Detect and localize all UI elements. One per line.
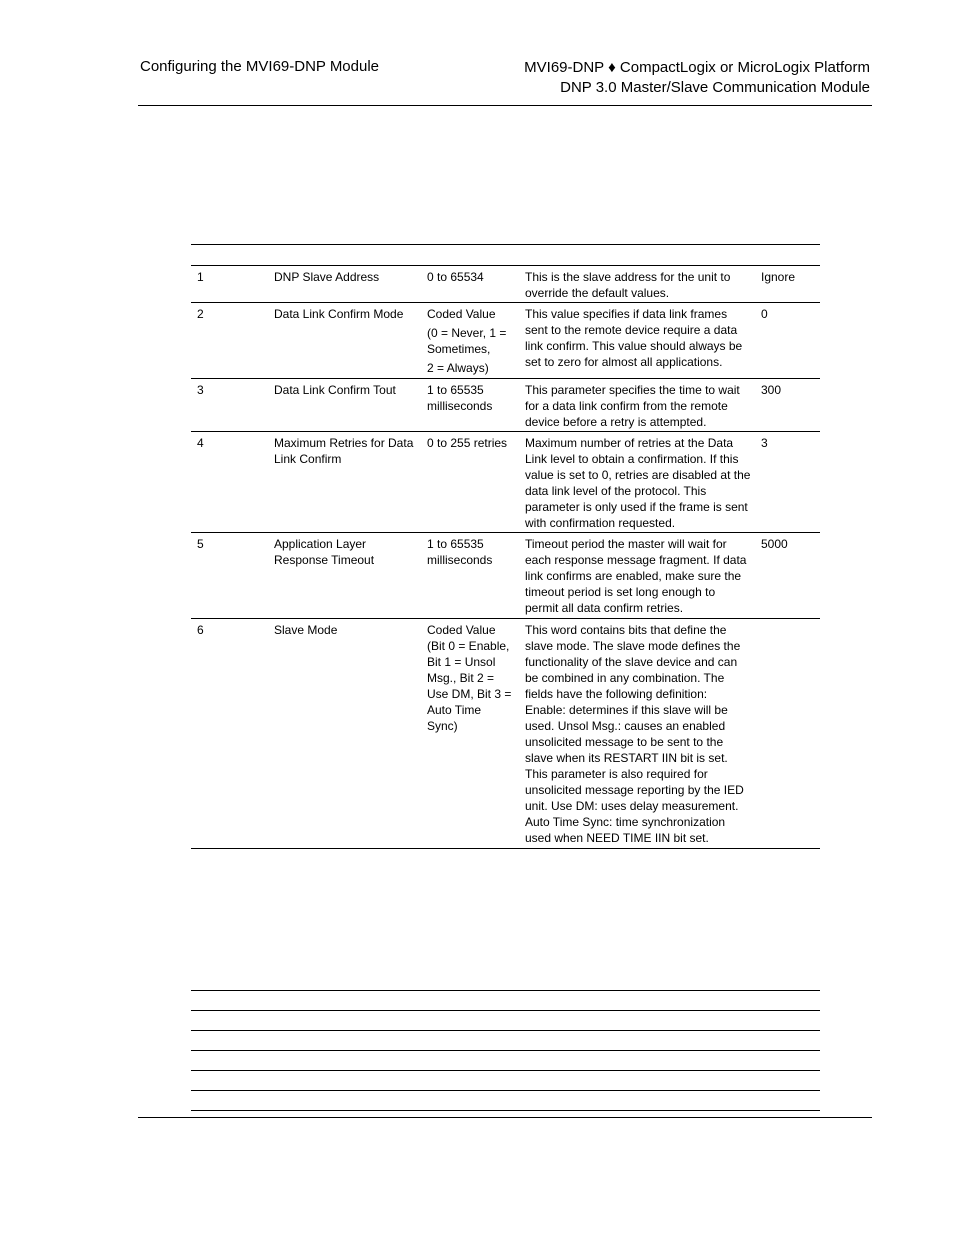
table-rule (191, 1090, 820, 1091)
parameter-description: Maximum number of retries at the Data Link level to obtain a confirmation. If this value is set to 0, retries are disabled at the data link level of the protocol. This parameter is only used if the frame is sent with confirmation requested. (525, 436, 751, 530)
table-row (191, 533, 820, 619)
table-rule (191, 1030, 820, 1031)
footer-rule (138, 1117, 872, 1118)
row-number: 3 (197, 383, 204, 397)
parameter-name: Application Layer Response Timeout (274, 537, 375, 567)
parameter-description: This is the slave address for the unit to override the default values. (525, 270, 731, 300)
header-product-title (524, 58, 870, 98)
value-range-line: Coded Value (427, 307, 496, 321)
table-row (191, 266, 820, 303)
parameter-name: Data Link Confirm Tout (274, 383, 396, 397)
value-range (421, 303, 519, 378)
value-range: 1 to 65535 milliseconds (427, 383, 493, 413)
table-row (191, 303, 820, 379)
table-rule (191, 1110, 820, 1111)
table-header-row (191, 244, 820, 266)
value-range: 0 to 65534 (427, 270, 484, 284)
parameter-description: Timeout period the master will wait for each response message fragment. If data link confirms are enabled, make sure the timeout period is set long enough to permit all data confirm retries. (525, 537, 747, 615)
default-value (755, 619, 820, 848)
table-rule (191, 990, 820, 991)
row-number: 6 (197, 623, 204, 637)
parameter-table (191, 244, 820, 849)
header-rule (138, 105, 872, 106)
table-row (191, 379, 820, 432)
default-value: 5000 (761, 537, 788, 551)
value-range: 1 to 65535 milliseconds (427, 537, 493, 567)
default-value: 300 (761, 383, 782, 397)
header-product-line-1: MVI69-DNP ♦ CompactLogix or MicroLogix Platform (524, 59, 870, 76)
parameter-name: DNP Slave Address (274, 270, 380, 284)
table-row (191, 432, 820, 533)
table-rule (191, 1010, 820, 1011)
value-range-line: 2 = Always) (427, 361, 489, 375)
parameter-description: This word contains bits that define the slave mode. The slave mode defines the functionality of the slave device and can be combined in any combination. The fields have the following definition: Enable: determines if this slave will be used. Unsol Msg.: causes an enabled unsolicited message to be sent to the slave when its RESTART IIN bit is set. This parameter is also required for unsolicited message reporting by the IED unit. Use DM: uses delay measurement. Auto Time Sync: time synchronization used when NEED TIME IIN bit set. (525, 623, 744, 845)
value-range: 0 to 255 retries (427, 436, 508, 450)
default-value: 3 (761, 436, 768, 450)
row-number: 1 (197, 270, 204, 284)
value-range-line: (0 = Never, 1 = Sometimes, (427, 326, 507, 356)
value-range: Coded Value (Bit 0 = Enable, Bit 1 = Unsol Msg., Bit 2 = Use DM, Bit 3 = Auto Time Sync) (427, 623, 512, 733)
parameter-name: Data Link Confirm Mode (274, 307, 404, 321)
default-value: Ignore (761, 270, 796, 284)
parameter-description: This value specifies if data link frames sent to the remote device require a data link confirm. This value should always be set to zero for almost all applications. (525, 307, 743, 369)
parameter-name: Maximum Retries for Data Link Confirm (274, 436, 414, 466)
row-number: 5 (197, 537, 204, 551)
table-row (191, 619, 820, 849)
table-rule (191, 1050, 820, 1051)
table-rule (191, 1070, 820, 1071)
row-number: 2 (197, 307, 204, 321)
header-section-title: Configuring the MVI69-DNP Module (140, 58, 380, 75)
header-product-line-2: DNP 3.0 Master/Slave Communication Module (560, 79, 870, 96)
parameter-description: This parameter specifies the time to wait for a data link confirm from the remote device before a retry is attempted. (525, 383, 740, 429)
row-number: 4 (197, 436, 204, 450)
default-value: 0 (761, 307, 768, 321)
parameter-name: Slave Mode (274, 623, 338, 637)
